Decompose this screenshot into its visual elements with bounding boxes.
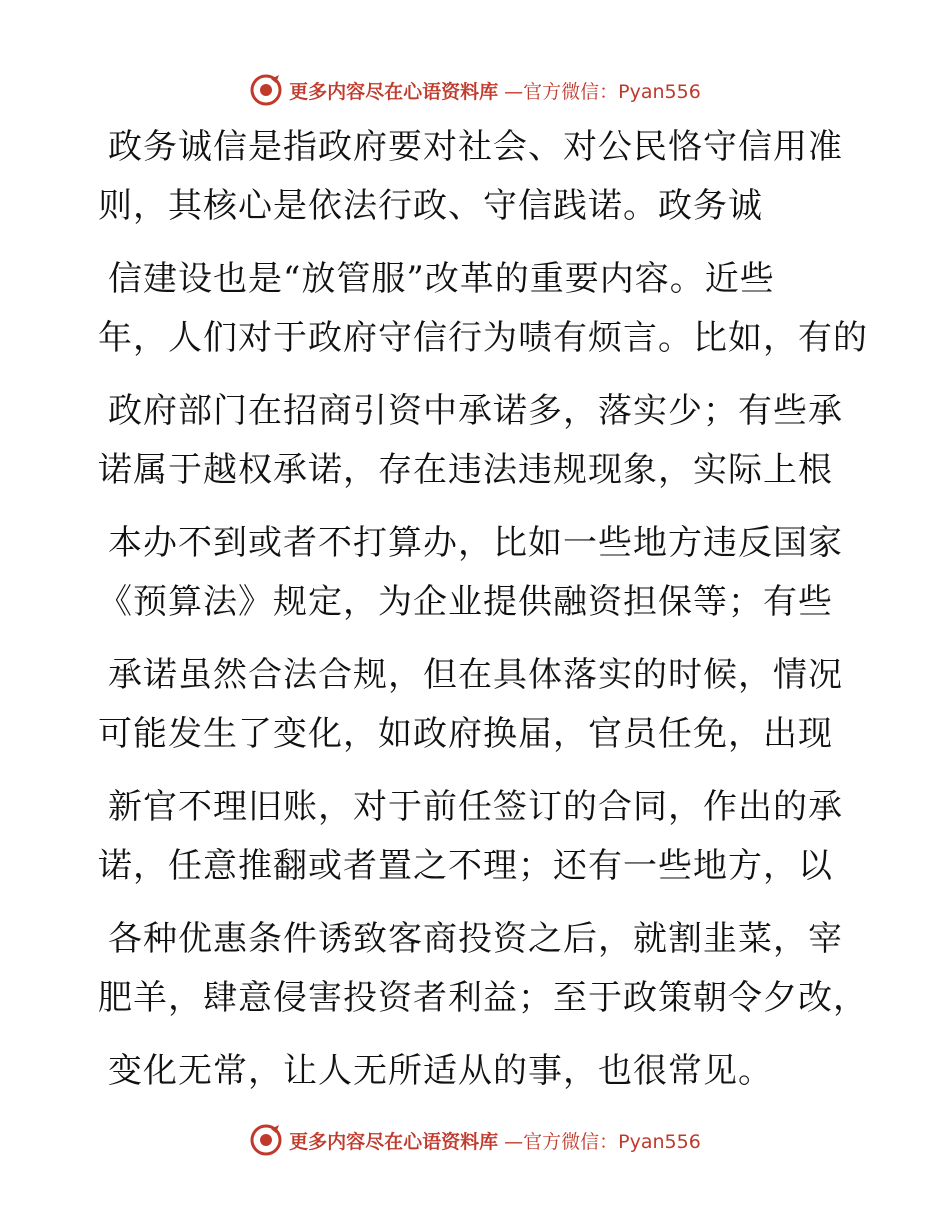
- paragraph-line: 肥羊，肆意侵害投资者利益；至于政策朝令夕改，: [98, 978, 868, 1018]
- header-watermark-banner: [0, 70, 950, 110]
- header-banner-text: 更多内容尽在心语资料库: [289, 80, 499, 103]
- paragraph-line: 各种优惠条件诱致客商投资之后，就割韭菜，宰: [108, 919, 843, 959]
- header-banner-contact: —官方微信：Pyan556: [504, 80, 701, 103]
- paragraph-line: 政务诚信是指政府要对社会、对公民恪守信用准: [108, 127, 843, 167]
- paragraph-line: 则，其核心是依法行政、守信践诺。政务诚: [98, 186, 763, 226]
- paragraph-line: 诺，任意推翻或者置之不理；还有一些地方，以: [98, 846, 833, 886]
- paragraph-line: 政府部门在招商引资中承诺多，落实少；有些承: [108, 391, 843, 431]
- footer-watermark-banner: [0, 1120, 950, 1160]
- paragraph-line: 年，人们对于政府守信行为啧有烦言。比如，有的: [98, 318, 868, 358]
- footer-banner-contact: —官方微信：Pyan556: [504, 1130, 701, 1153]
- paragraph-line: 承诺虽然合法合规，但在具体落实的时候，情况: [108, 655, 843, 695]
- footer-banner-text: 更多内容尽在心语资料库: [289, 1130, 499, 1153]
- brand-logo-icon: [249, 1123, 283, 1157]
- paragraph-line: 可能发生了变化，如政府换届，官员任免，出现: [98, 714, 833, 754]
- paragraph-line: 本办不到或者不打算办，比如一些地方违反国家: [108, 523, 843, 563]
- brand-logo-icon: [249, 73, 283, 107]
- paragraph-line: 新官不理旧账，对于前任签订的合同，作出的承: [108, 787, 843, 827]
- paragraph-line: 诺属于越权承诺，存在违法违规现象，实际上根: [98, 450, 833, 490]
- paragraph-line: 信建设也是“放管服”改革的重要内容。近些: [108, 259, 775, 299]
- paragraph-line: 变化无常，让人无所适从的事，也很常见。: [108, 1051, 773, 1091]
- paragraph-line: 《预算法》规定，为企业提供融资担保等；有些: [98, 582, 833, 622]
